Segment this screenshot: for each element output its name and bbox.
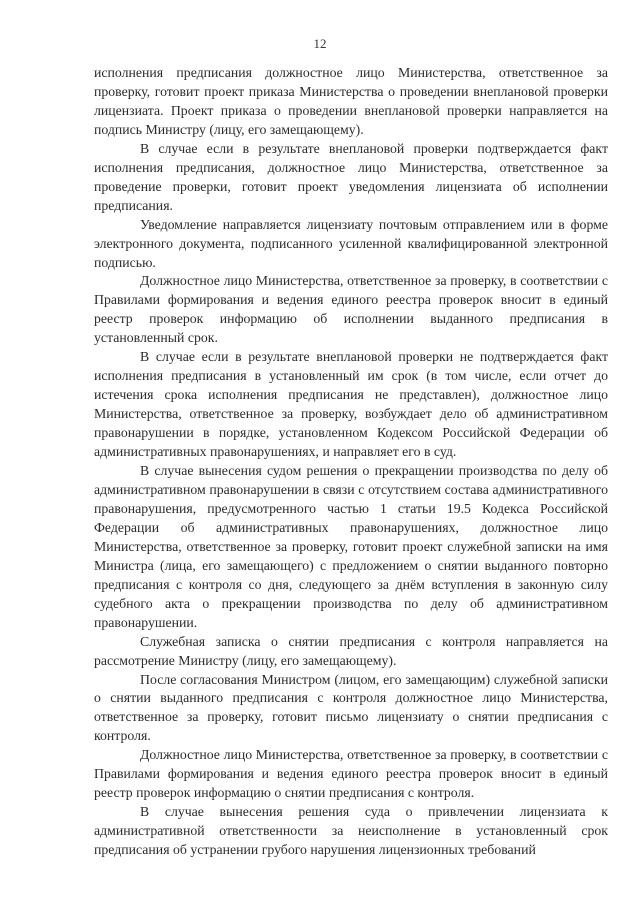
paragraph-6: В случае вынесения судом решения о прекращении производства по делу об административном правонарушении в связи с отсутствием состава административного правонарушения, предусмотренного частью 1 статьи 19.5 Кодекса Российской Федерации об административных правонарушениях, должностное лицо Министерства, ответственное за проверку, готовит проект служебной записки на имя Министра (лица, его замещающего) с предложением о снятии выданного повторно предписания с контроля со дня, следующего за днём вступления в законную силу судебного акта о прекращении производства по делу об административном правонарушении. <box>94 463 608 630</box>
paragraph-2: В случае если в результате внеплановой проверки подтверждается факт исполнения предписания, должностное лицо Министерства, ответственное за проведение проверки, готовит проект уведомления лицензиата об исполнении предписания. <box>94 140 608 213</box>
paragraph-3: Уведомление направляется лицензиату почтовым отправлением или в форме электронного документа, подписанного усиленной квалифицированной электронной подписью. <box>94 216 608 270</box>
paragraph-4: Должностное лицо Министерства, ответственное за проверку, в соответствии с Правилами формирования и ведения единого реестра проверок вносит в единый реестр проверок информацию об исполнении выданного предписания в установленный срок. <box>94 273 608 346</box>
document-body <box>94 64 608 860</box>
paragraph-8: После согласования Министром (лицом, его замещающим) служебной записки о снятии выданного предписания с контроля должностное лицо Министерства, ответственное за проверку, готовит письмо лицензиату о снятии предписания с контроля. <box>94 671 608 744</box>
paragraph-5: В случае если в результате внеплановой проверки не подтверждается факт исполнения предписания в установленный им срок (в том числе, если отчет до истечения срока исполнения предписания не представлен), должностное лицо Министерства, ответственное за проверку, возбуждает дело об административном правонарушении в порядке, установленном Кодексом Российской Федерации об административных правонарушениях, и направляет его в суд. <box>94 349 608 460</box>
paragraph-10: В случае вынесения решения суда о привлечении лицензиата к административной ответственности за неисполнение в установленный срок предписания об устранении грубого нарушения лицензионных требований <box>94 804 608 858</box>
paragraph-9: Должностное лицо Министерства, ответственное за проверку, в соответствии с Правилами формирования и ведения единого реестра проверок вносит в единый реестр проверок информацию о снятии предписания с контроля. <box>94 747 608 801</box>
page-number: 12 <box>313 36 327 51</box>
paragraph-1: исполнения предписания должностное лицо Министерства, ответственное за проверку, готовит проект приказа Министерства о проведении внеплановой проверки лицензиата. Проект приказа о проведении внеплановой проверки направляется на подпись Министру (лицу, его замещающему). <box>94 65 608 137</box>
paragraph-7: Служебная записка о снятии предписания с контроля направляется на рассмотрение Министру (лицу, его замещающему). <box>94 633 608 668</box>
